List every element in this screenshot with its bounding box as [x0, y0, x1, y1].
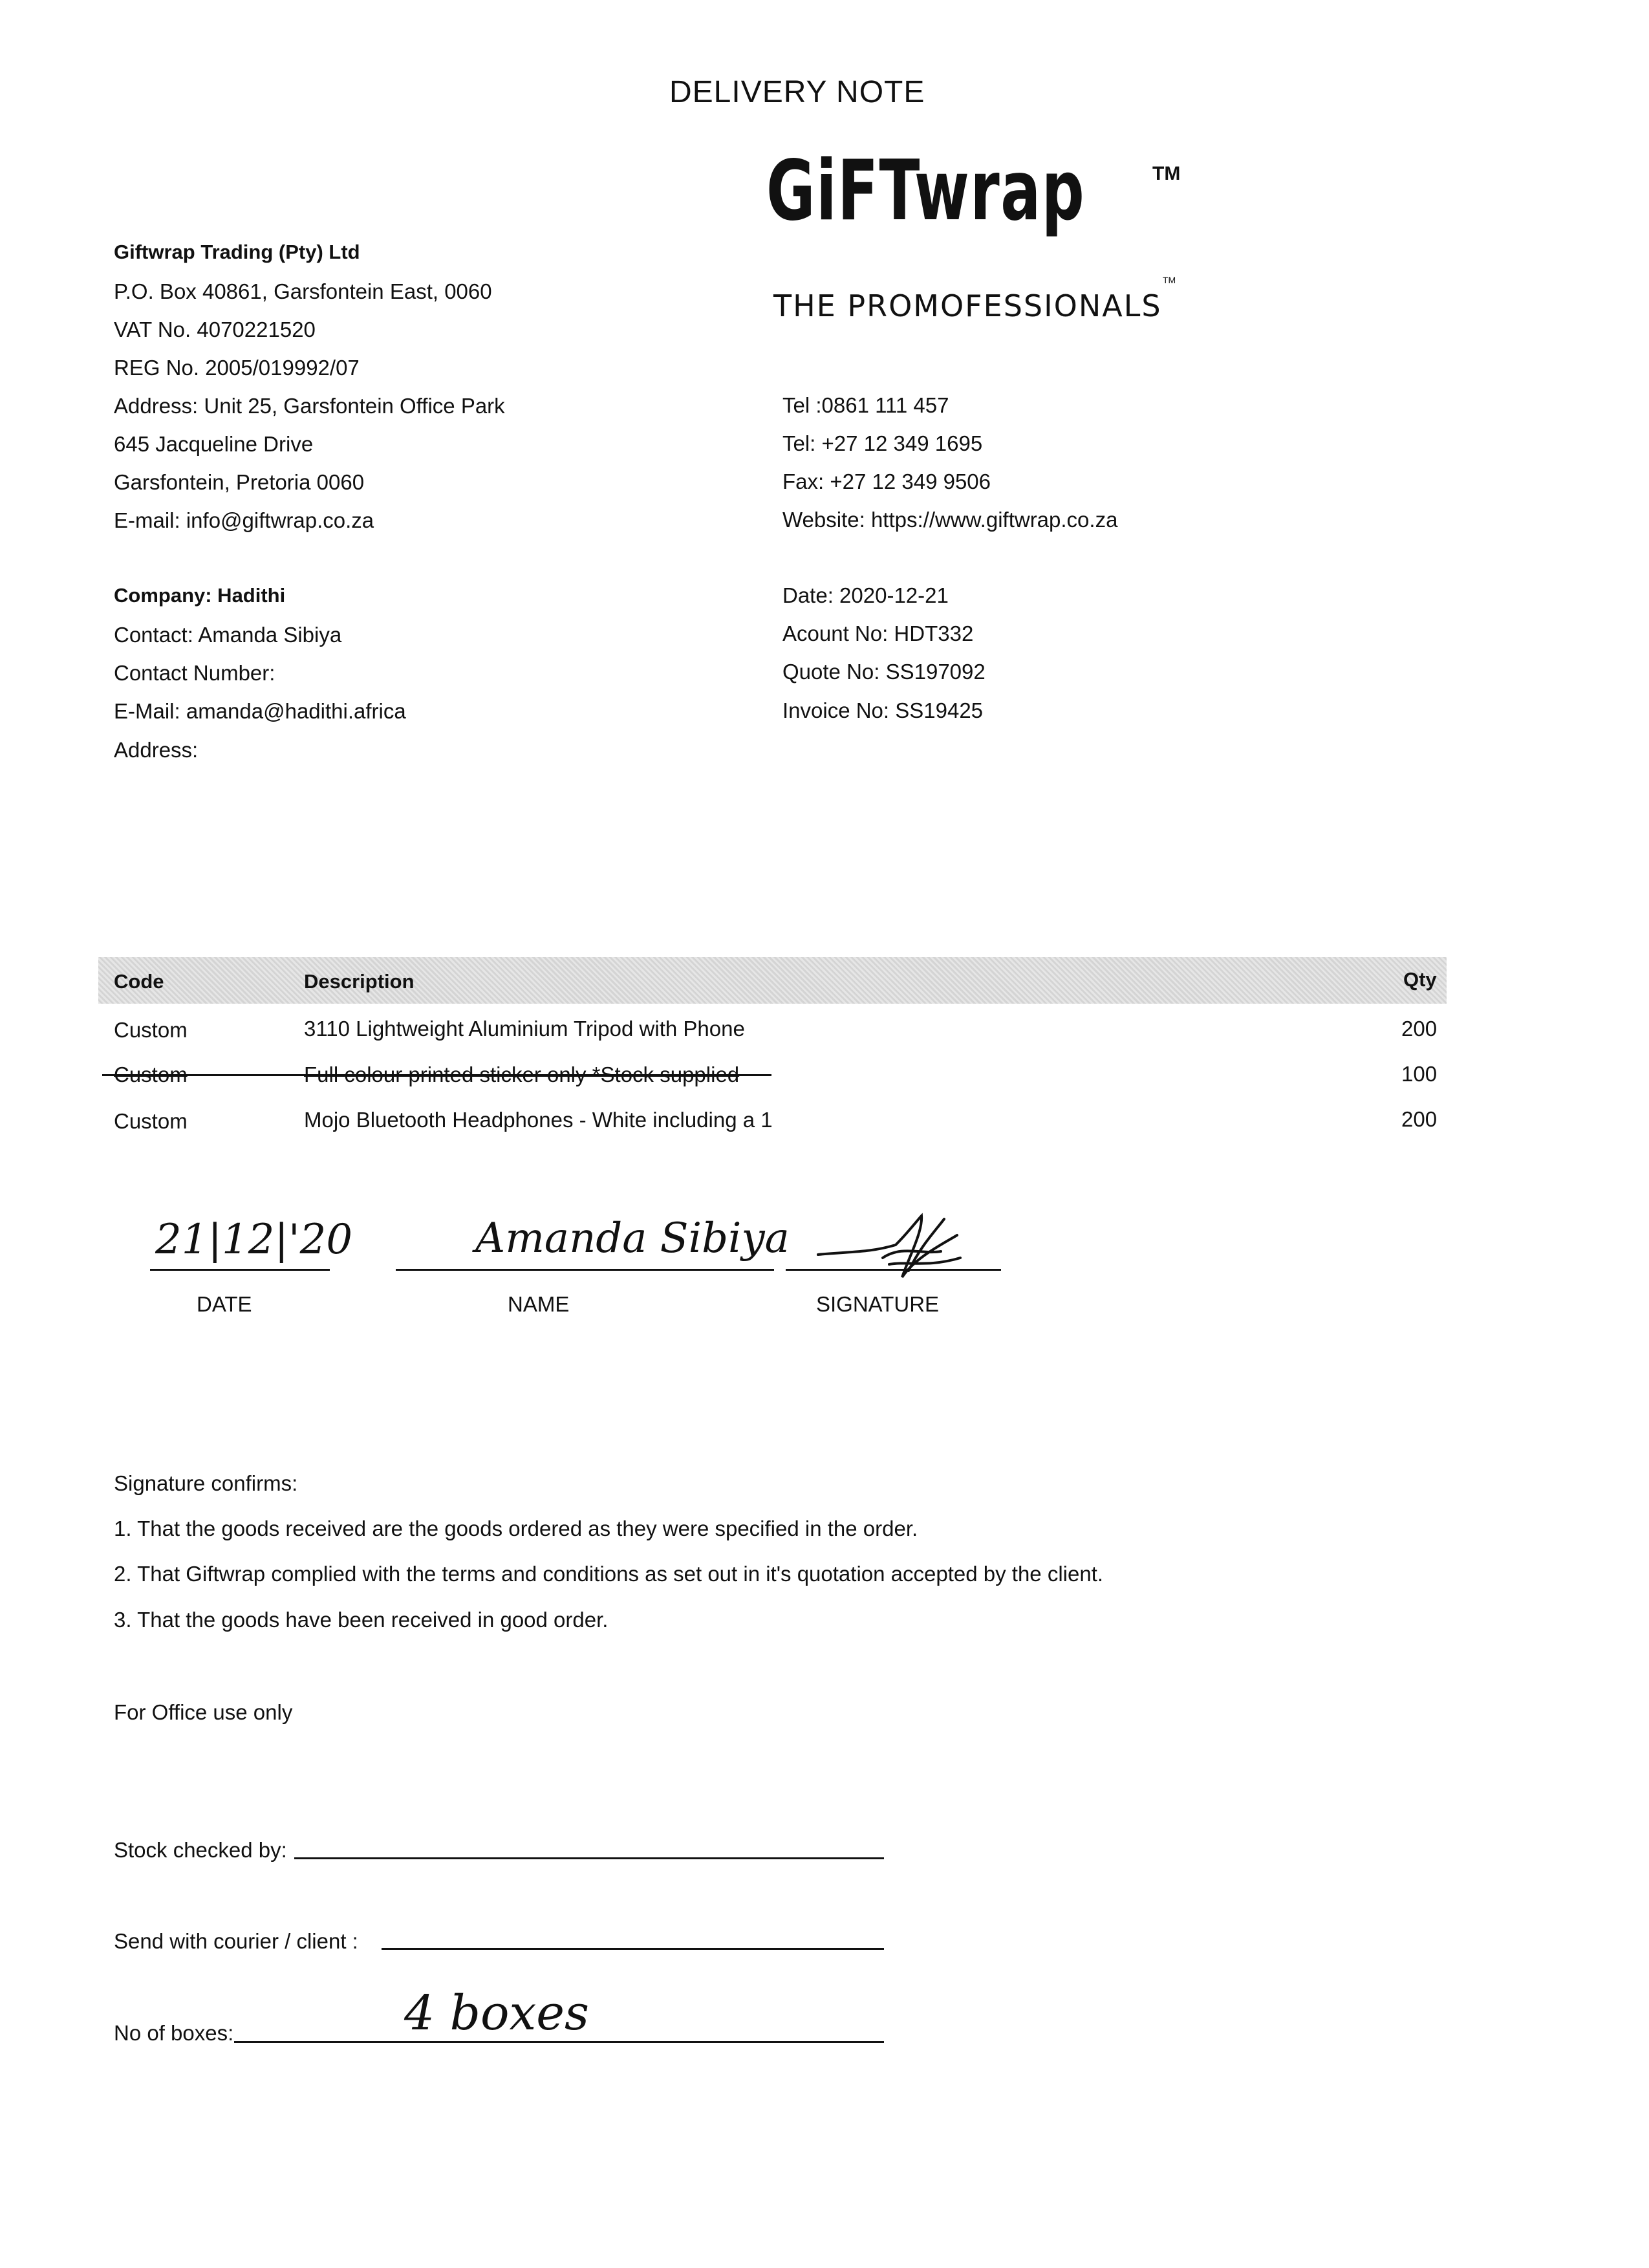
- supplier-address-3: Garsfontein, Pretoria 0060: [114, 470, 365, 494]
- supplier-email: E-mail: info@giftwrap.co.za: [114, 508, 374, 532]
- logo-tagline: THE PROMOFESSIONALS: [773, 288, 1162, 323]
- date-line: [150, 1269, 330, 1271]
- confirmation-heading: Signature confirms:: [114, 1471, 298, 1495]
- no-of-boxes-label: No of boxes:: [114, 2021, 234, 2045]
- fax: Fax: +27 12 349 9506: [782, 470, 991, 493]
- tel-2: Tel: +27 12 349 1695: [782, 431, 983, 455]
- send-with-label: Send with courier / client :: [114, 1929, 358, 1953]
- client-address: Address:: [114, 738, 199, 762]
- row-description: Mojo Bluetooth Headphones - White including a 1: [304, 1108, 773, 1132]
- company-logo: GiFTwrap: [766, 143, 1086, 239]
- supplier-pobox: P.O. Box 40861, Garsfontein East, 0060: [114, 279, 492, 303]
- client-company: Company: Hadithi: [114, 584, 286, 607]
- confirmation-item-3: 3. That the goods have been received in good order.: [114, 1608, 609, 1632]
- date-label: DATE: [197, 1292, 252, 1316]
- supplier-address-2: 645 Jacqueline Drive: [114, 432, 314, 456]
- confirmation-item-1: 1. That the goods received are the goods ordered as they were specified in the order.: [114, 1517, 918, 1540]
- name-label: NAME: [508, 1292, 570, 1316]
- no-of-boxes-line: [234, 2041, 884, 2043]
- tagline-trademark: TM: [1163, 275, 1176, 285]
- table-header-bar: [98, 957, 1447, 1004]
- handwritten-boxes: 4 boxes: [404, 1985, 590, 2041]
- signature-label: SIGNATURE: [816, 1292, 940, 1316]
- send-with-line: [382, 1948, 884, 1950]
- row-description: Full colour printed sticker only *Stock supplied: [304, 1063, 740, 1086]
- client-email: E-Mail: amanda@hadithi.africa: [114, 699, 406, 723]
- office-use-heading: For Office use only: [114, 1700, 293, 1724]
- account-no: Acount No: HDT332: [782, 621, 974, 645]
- supplier-reg: REG No. 2005/019992/07: [114, 356, 360, 380]
- column-header-description: Description: [304, 970, 415, 993]
- supplier-name: Giftwrap Trading (Pty) Ltd: [114, 241, 360, 263]
- supplier-address-1: Address: Unit 25, Garsfontein Office Park: [114, 394, 505, 418]
- client-contact-number: Contact Number:: [114, 661, 275, 685]
- quote-no: Quote No: SS197092: [782, 660, 986, 684]
- handwritten-date: 21|12|'20: [155, 1216, 353, 1264]
- strikethrough-line: [102, 1074, 771, 1076]
- row-code: Custom: [114, 1063, 188, 1086]
- row-qty: 200: [1401, 1017, 1438, 1041]
- column-header-code: Code: [114, 970, 164, 993]
- tel-1: Tel :0861 111 457: [782, 393, 949, 417]
- document-title: DELIVERY NOTE: [669, 75, 925, 109]
- signature-line: [786, 1269, 1001, 1271]
- confirmation-item-2: 2. That Giftwrap complied with the terms and conditions as set out in it's quotation accepted by the client.: [114, 1562, 1104, 1586]
- website: Website: https://www.giftwrap.co.za: [782, 508, 1118, 532]
- stock-checked-line: [294, 1857, 884, 1859]
- stock-checked-label: Stock checked by:: [114, 1838, 287, 1862]
- doc-date: Date: 2020-12-21: [782, 583, 949, 607]
- row-code: Custom: [114, 1018, 188, 1042]
- row-code: Custom: [114, 1109, 188, 1133]
- client-contact: Contact: Amanda Sibiya: [114, 623, 342, 647]
- row-description: 3110 Lightweight Aluminium Tripod with Phone: [304, 1017, 745, 1041]
- column-header-qty: Qty: [1403, 968, 1437, 991]
- logo-trademark: TM: [1152, 163, 1181, 184]
- name-line: [396, 1269, 774, 1271]
- row-qty: 200: [1401, 1107, 1438, 1131]
- signature-mark: [812, 1206, 980, 1290]
- invoice-no: Invoice No: SS19425: [782, 698, 984, 722]
- supplier-vat: VAT No. 4070221520: [114, 318, 316, 341]
- handwritten-name: Amanda Sibiya: [475, 1215, 790, 1262]
- row-qty: 100: [1401, 1062, 1438, 1086]
